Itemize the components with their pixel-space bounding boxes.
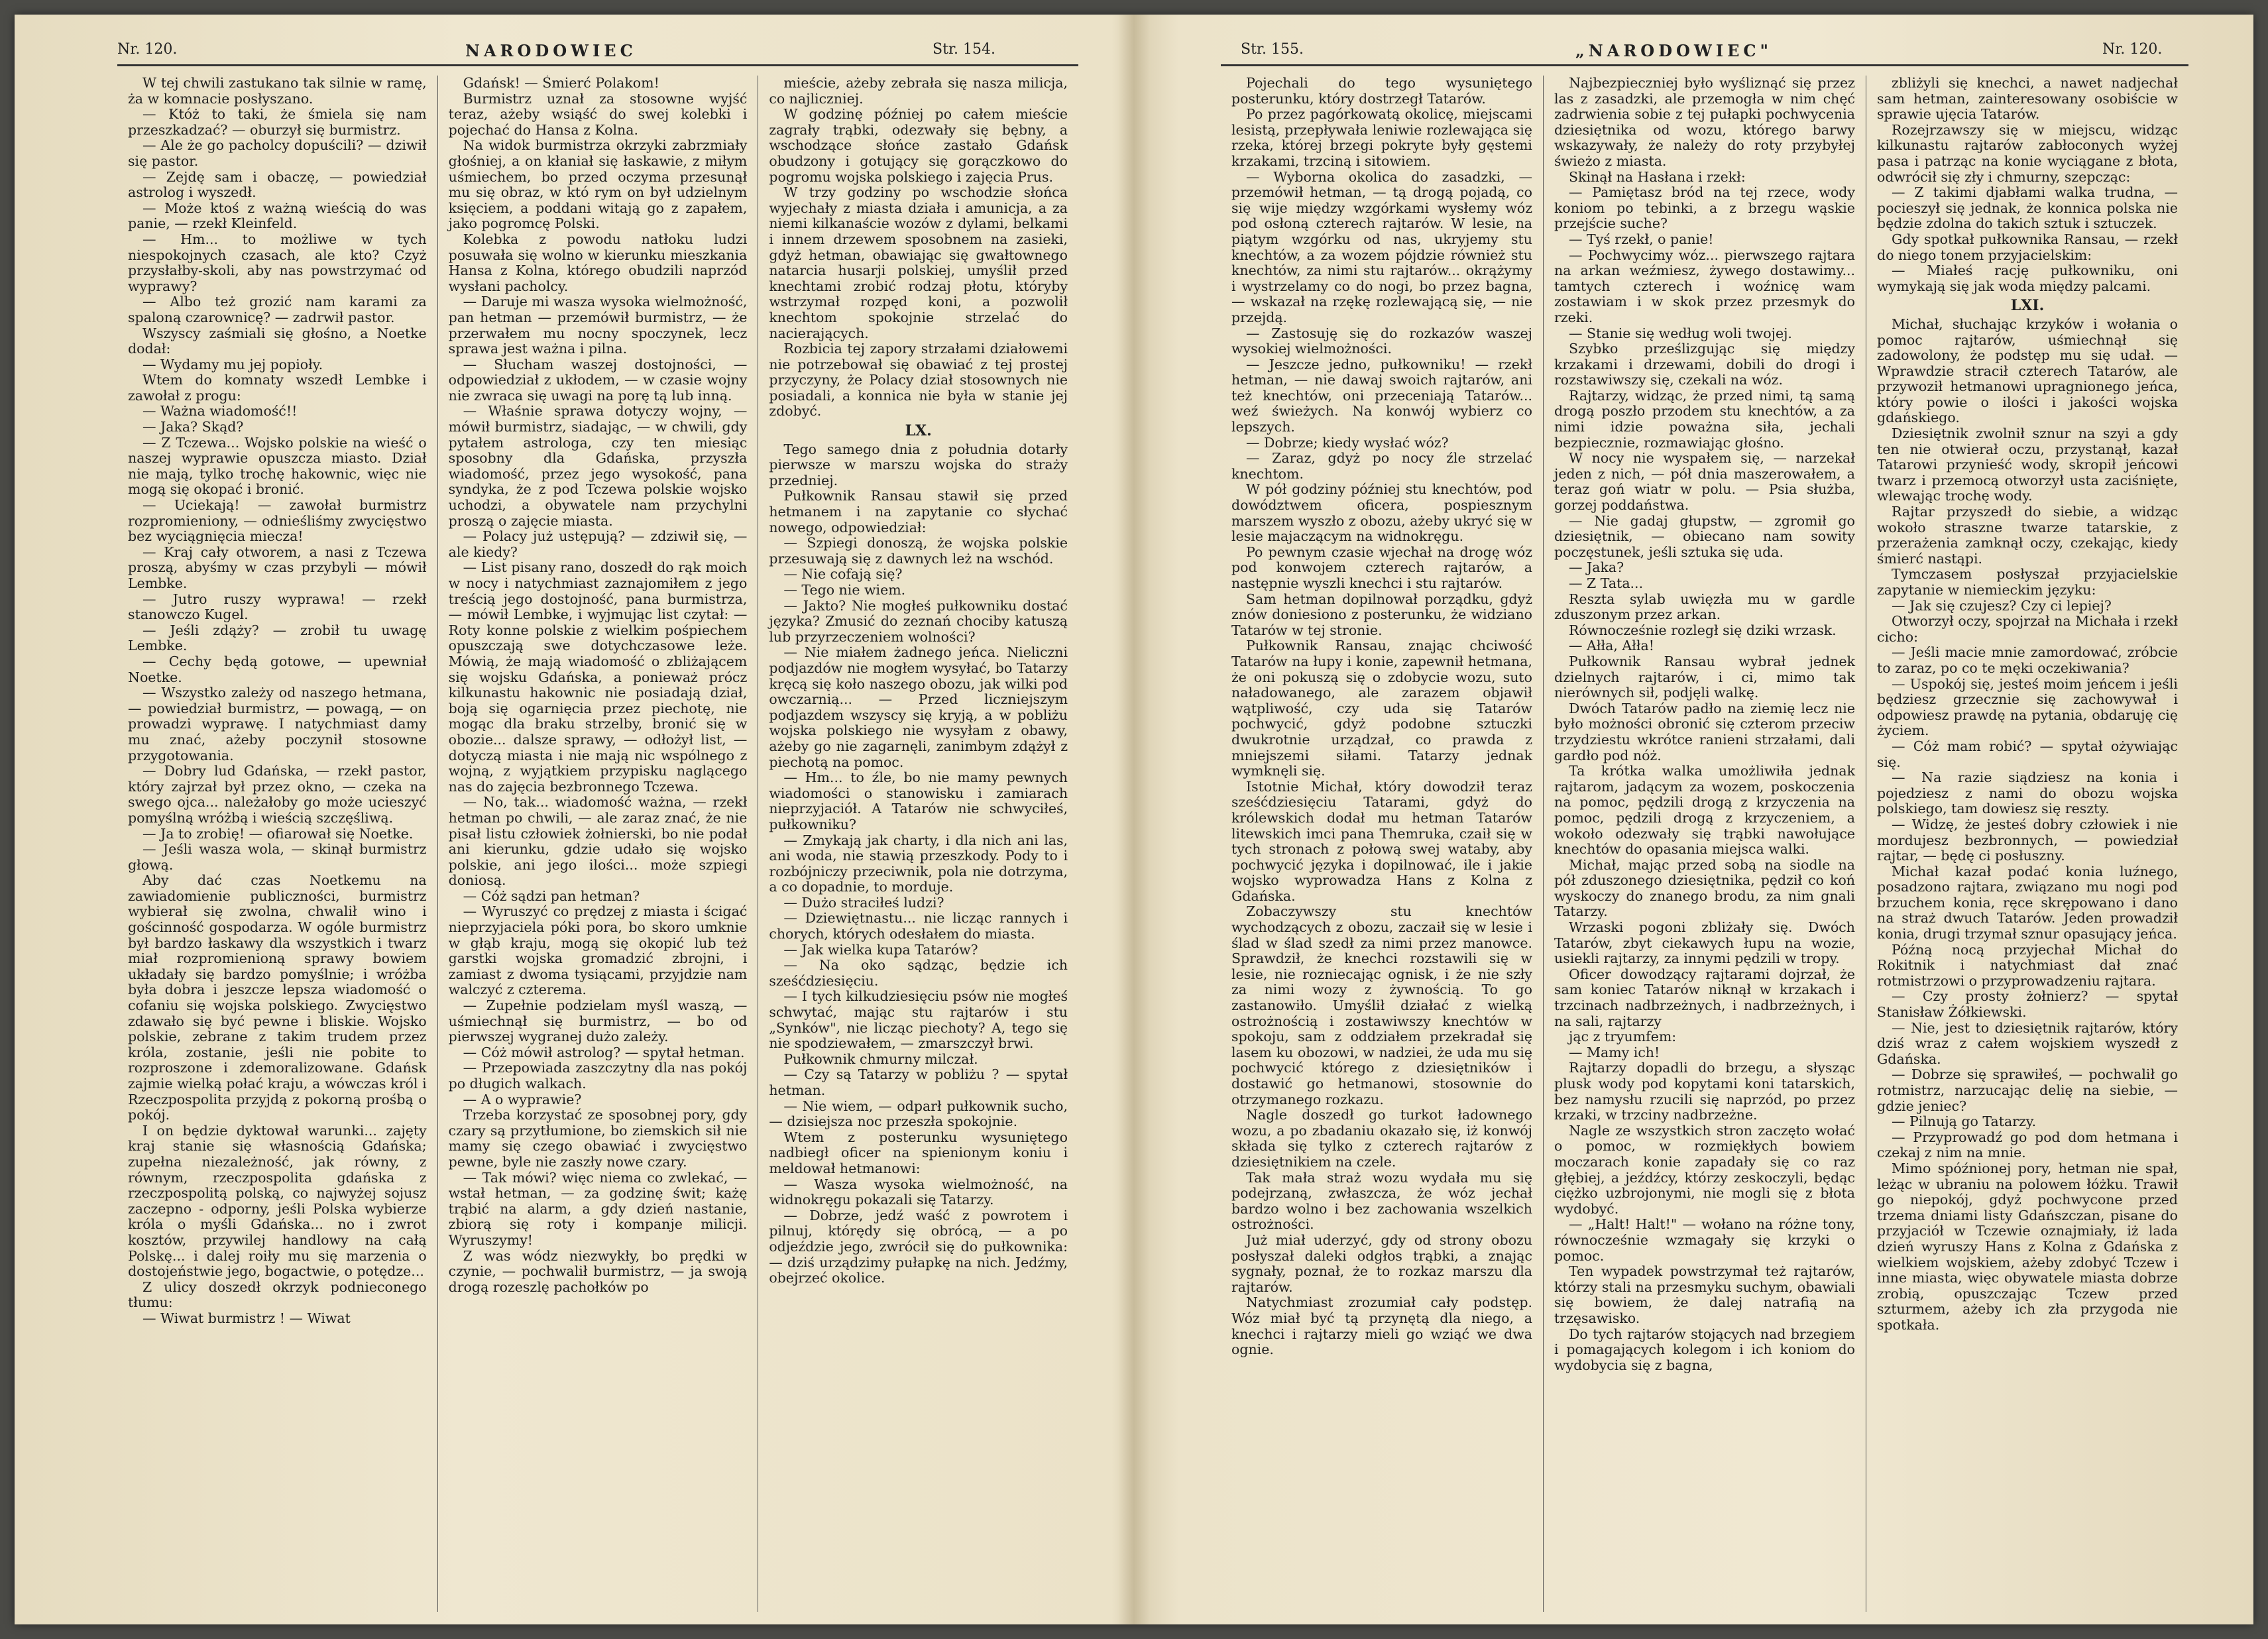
left-header-rule (117, 64, 1078, 66)
paragraph: — Uciekają! — zawołał burmistrz rozpromieniony, — odnieśliśmy zwycięstwo bez wyciągnięcia miecza! (128, 497, 427, 545)
paragraph: — Uspokój się, jesteś moim jeńcem i jeśli będziesz grzecznie się zachowywał i odpowiesz prawdę na pytania, obdaruję cię życiem. (1877, 675, 2178, 739)
paragraph: — Jaka? Skąd? (142, 419, 244, 435)
paragraph: Do tych rajtarów stojących nad brzegiem i pomagających kolegom i ich koniom do wydobycia się z bagna, (1554, 1326, 1855, 1373)
paragraph: Ta krótka walka umożliwiła jednak rajtarom, jadącym za wozem, poskoczenia na pomoc, pędzili drogą z krzyczenia na pomoc, pędzili drogą z krzyczeniem, a wokoło odezwały się trąbki nawołujące knechtów do opasania miejsca walki. (1554, 763, 1855, 858)
paragraph: Istotnie Michał, który dowodził teraz sześćdziesięciu Tatarami, gdyż do królewskich dodał mu hetman Tatarów litewskich imci pana Themruka, czaił się w tych stronach z połową swej wataby, aby pochwycić języka i dopilnować, ile i jakie wojsko wyprowadza Hans z Kolna z Gdańska. (1231, 778, 1532, 904)
paragraph: — Zmykają jak charty, i dla nich ani las, ani woda, nie stawią przeszkody. Pody to i rozbójniczy przeciwnik, pola nie dotrzyma, a co dopadnie, to morduje. (769, 832, 1068, 895)
paragraph: Pułkownik Ransau stawił się przed hetmanem i na zapytanie co słychać nowego, odpowiedział: (769, 488, 1068, 536)
paragraph: Rajtar przyszedł do siebie, a widząc wokoło straszne twarze tatarskie, z przerażenia zamknął oczy, czekając, kiedy śmierć nastąpi. (1877, 504, 2178, 567)
paragraph: Michał kazał podać konia luźnego, posadzono rajtara, związano mu nogi pod brzuchem konia, ręce skrępowano i dano na straż dwuch Tatarów. Jeden prowadził konia, drugi trzymał sznur opasujący jeńca. (1877, 863, 2178, 942)
paragraph: I on będzie dyktował warunki... zajęty kraj stanie się własnością Gdańska; zupełna niezależność, jak równy, z równym, rzeczpospolita gdańska z rzeczpospolitą polską, co najwyżej sojusz zaczepno - odporny, jeśli Polska wybierze króla o myśli Gdańska... no i zwrot kosztów, przywilej handlowy na całą Polskę... i dalej roiły mu się marzenia o dostojeństwie jego, bogactwie, o potędze... (128, 1122, 427, 1280)
paragraph: W tej chwili zastukano tak silnie w ramę, ża w komnacie posłyszano. (128, 76, 427, 107)
left-column-3 (758, 76, 1078, 1612)
paragraph: — Z Tczewa... Wojsko polskie na wieść o naszej wyprawie opuszcza miasto. Dział nie mają, tylko trochę hakownic, więc nie mogą się okopać i bronić. (128, 434, 427, 498)
paragraph: — Cóż sądzi pan hetman? (463, 887, 640, 904)
paragraph: — Ważna wiadomość!! (142, 403, 298, 420)
paragraph: — Wyborna okolica do zasadzki, — przemówił hetman, — tą drogą pojadą, co się wije między wzgórkami wysłemy wóz pod osłoną czterech rajtarów. W lesie, na piątym wzgórku od nas, ukryjemy stu knechtów, a za wozem pójdzie również stu knechtów, za nimi stu rajtarów... okrążymy i wystrzelamy co do nogi, bo przez bagna, — wskazał na rzękę rozlewającą się, — nie przejdą. (1231, 168, 1532, 325)
paragraph: — Dobry lud Gdańska, — rzekł pastor, który zajrzał był przez okno, — czeka na swego ojca... należałoby go może ucieszyć pomyślną wróżbą i wieścią szczęśliwą. (128, 763, 427, 826)
paragraph: W nocy nie wyspałem się, — narzekał jeden z nich, — pół dnia maszerowałem, a teraz goń wiatr w polu. — Psia służba, gorzej poddaństwa. (1554, 450, 1855, 514)
paragraph: Najbezpieczniej było wyśliznąć się przez las z zasadzki, ale przemogła w nim chęć zadrwienia sobie z tej pułapki pochwycenia dziesiętnika od wozu, którego barwy wskazywały, że należy do roty przybyłej świeżo z miasta. (1554, 76, 1855, 169)
paragraph: Dziesiętnik zwolnił sznur na szyi a gdy ten nie otwierał oczu, przystanął, kazał Tatarowi przynieść wody, skropił jeńcowi twarz i przemocą otworzył usta zaciśnięte, wlewając trochę wody. (1877, 425, 2178, 504)
paragraph: — Jaka? (1569, 559, 1624, 576)
paragraph: Nagle doszedł go turkot ładownego wozu, a po zbadaniu okazało się, iż konwój składa się tylko z czterech rajtarów z dziesiętnikiem na czele. (1231, 1107, 1532, 1170)
paragraph: Rozejrzawszy się w miejscu, widząc kilkunastu rajtarów zabłoconych wyżej pasa i patrząc na konie wyciągane z błota, odwrócił się zły i chmurny, szepcząc: (1877, 121, 2178, 185)
paragraph: Równocześnie rozległ się dziki wrzask. (1569, 622, 1837, 638)
paragraph: Z ulicy doszedł okrzyk podnieconego tłumu: (128, 1278, 427, 1311)
newspaper-spread (15, 15, 2253, 1624)
paragraph: — Miałeś rację pułkowniku, oni wymykają się jak woda między palcami. (1877, 262, 2178, 294)
paragraph: — Nie miałem żadnego jeńca. Nieliczni podjazdów nie mogłem wysyłać, bo Tatarzy kręcą się koło naszego obozu, jak wilki pod owczarnią... — Przed liczniejszym podjazdem wszyscy się kryją, a w pobliżu wojska polskiego nie wysyłam z obawy, ażeby go nie zagarnęli, zanimbym zdążył z piechotą na pomoc. (769, 644, 1068, 770)
paragraph: Natychmiast zrozumiał cały podstęp. Wóz miał być tą przynętą dla niego, a knechci i rajtarzy mieli go wziąć we dwa ognie. (1231, 1294, 1532, 1358)
paragraph: jąc z tryumfem: (1569, 1029, 1677, 1045)
paragraph: — Czy prosty żołnierz? — spytał Stanisław Żółkiewski. (1877, 988, 2178, 1021)
left-column-2 (438, 76, 759, 1612)
right-page (1221, 41, 2188, 1612)
paragraph: — Jeszcze jedno, pułkowniku! — rzekł hetman, — nie dawaj swoich rajtarów, ani też knechtów, oni przeceniają Tatarów... weź świeżych. Na konwój wybierz co lepszych. (1231, 356, 1532, 435)
paragraph: Rajtarzy dopadli do brzegu, a słysząc plusk wody pod kopytami koni tatarskich, bez namysłu rzucili się naprzód, po przez krzaki, w trzciny nadbrzeżne. (1554, 1060, 1855, 1123)
paragraph: — Cóż mówił astrolog? — spytał hetman. (463, 1044, 745, 1060)
paragraph: — Hm... to możliwe w tych niespokojnych czasach, ale kto? Czyż przysłałby-skoli, aby nas powstrzymać od wyprawy? (128, 231, 427, 294)
paragraph: Kolebka z powodu natłoku ludzi posuwała się wolno w kierunku mieszkania Hansa z Kolna, którego obudzili naprzód wysłani pacholcy. (448, 231, 748, 294)
paragraph: Gdy spotkał pułkownika Ransau, — rzekł do niego tonem przyjacielskim: (1877, 231, 2178, 263)
left-columns (117, 76, 1078, 1612)
right-columns (1221, 76, 2188, 1612)
paragraph: — Zastosuję się do rozkazów waszej wysokiej wielmożności. (1231, 325, 1532, 357)
paragraph: — Właśnie sprawa dotyczy wojny, — mówił burmistrz, siadając, — w chwili, gdy pytałem astrologa, czy ten miesiąc sposobny dla Gdańska, przyszła wiadomość, przez jego wysokość, pana syndyka, że z pod Tczewa polskie wojsko uchodzi, a obywatele nam przychylni proszą o zajęcie miasta. (448, 403, 748, 529)
paragraph: — Kraj cały otworem, a nasi z Tczewa proszą, abyśmy w czas przybyli — mówił Lembke. (128, 543, 427, 591)
paragraph: Otworzył oczy, spojrzał na Michała i rzekł cicho: (1877, 613, 2178, 645)
paragraph: Dwóch Tatarów padło na ziemię lecz nie było możności obronić się czterom przeciw trzydziestu wkrótce ranieni strzałami, dali gardło pod nóż. (1554, 700, 1855, 763)
paragraph: — Pochwycimy wóz... pierwszego rajtara na arkan weźmiesz, żywego dostawimy... tamtych czterech i woźnicę wam zostawiam i w skok przez przesmyk do rzeki. (1554, 247, 1855, 325)
right-header-rule (1221, 64, 2188, 66)
paragraph: — Jeśli wasza wola, — skinął burmistrz głową. (128, 841, 427, 873)
paragraph: — Jakto? Nie mogłeś pułkowniku dostać języka? Zmusić do zeznań chociby katuszą lub przyrzeczeniem wolności? (769, 597, 1068, 645)
paragraph: Mimo spóźnionej pory, hetman nie spał, leżąc w ubraniu na polowem łóżku. Trawił go niepokój, gdyż pochwycone przed trzema dniami listy Gdańszczan, pisane do przyjaciół w Tczewie oznajmiały, iż lada dzień wyruszy Hans z Kolna z Gdańska z wielkiem wojskiem, ażeby zdobyć Tczew i inne miasta, więc obywatele miasta dobrze zrobią, opuszczając Tczew przed szturmem, ażeby ich zła przygoda nie spotkała. (1877, 1160, 2178, 1333)
paragraph: — Nie, jest to dziesiętnik rajtarów, który dziś wraz z całem wojskiem wyszedł z Gdańska. (1877, 1019, 2178, 1067)
left-masthead-title: NARODOWIEC (465, 41, 637, 60)
paragraph: Michał, słuchając krzyków i wołania o pomoc rajtarów, uśmiechnął się zadowolony, że podstęp mu się udał. — Wprawdzie stracił czterech Tatarów, ale przywoził hetmanowi upragnionego jeńca, który powie o ilości i jakości wojska gdańskiego. (1877, 315, 2178, 426)
paragraph: Michał, mając przed sobą na siodle na pół zduszonego dziesiętnika, pędził co koń wyskoczy do znanego brodu, za nim gnali Tatarzy. (1554, 856, 1855, 920)
paragraph: — Dobrze, jedź waść z powrotem i pilnuj, którędy się obrócą, — a po odjeździe jego, zwrócił się do pułkownika: — dziś urządzimy pułapkę na nich. Jedźmy, obejrzeć okolice. (769, 1207, 1068, 1286)
paragraph: — Jak się czujesz? Czy ci lepiej? (1892, 597, 2112, 614)
paragraph: — Jak wielka kupa Tatarów? (783, 941, 978, 958)
paragraph: — Albo też grozić nam karami za spaloną czarownicę? — zadrwił pastor. (128, 294, 427, 325)
paragraph: Tymczasem posłyszał przyjacielskie zapytanie w niemieckim języku: (1877, 566, 2178, 598)
paragraph: — Dziewiętnastu... nie licząc rannych i chorych, których odesłałem do miasta. (769, 910, 1068, 942)
paragraph: Zobaczywszy stu knechtów wychodzących z obozu, zaczaił się w lesie i ślad w ślad szedł za nimi przez manowce. Sprawdził, że knechci rozstawili się w lesie, nie rozniecając ognisk, i że nie szły za nimi wozy z żywnością. To go zastanowiło. Umyślił działać z wielką ostrożnością i zostawiwszy knechtów w spokoju, sam z oddziałem przekradał się lasem ku obozowi, w nadziei, że uda mu się pochwycić którego z dziesiętników i dostawić go hetmanowi, stosownie do otrzymanego rozkazu. (1231, 903, 1532, 1107)
paragraph: Pułkownik Ransau wybrał jednek dzielnych rajtarów, i ci, mimo tak nierównych sił, podjęli walkę. (1554, 653, 1855, 701)
paragraph: W trzy godziny po wschodzie słońca wyjechały z miasta działa i amunicja, a za niemi kilkanaście wozów z dylami, belkami i innem drzewem sposobnem na zasieki, gdyż hetman, obawiając się gwałtownego natarcia husarji polskiej, umyślił przed knechtami zrobić rodzaj płotu, któryby wstrzymał rozpęd koni, a pozwolił knechtom spokojnie strzelać do nacierających. (769, 184, 1068, 341)
paragraph: — Nie wiem, — odparł pułkownik sucho, — dzisiejsza noc przeszła spokojnie. (769, 1098, 1068, 1130)
paragraph: — Z Tata... (1569, 575, 1644, 591)
paragraph: — Tak mówi? więc niema co zwlekać, — wstał hetman, — za godzinę świt; każę trąbić na alarm, a gdy dzień nastanie, zbiorą się roty i kompanje milicji. Wyruszymy! (448, 1169, 748, 1248)
paragraph: Wtem do komnaty wszedł Lembke i zawołał z progu: (128, 372, 427, 404)
paragraph: Oficer dowodzący rajtarami dojrzał, że sam koniec Tatarów niknął w krzakach i trzcinach nadbrzeżnych, i nadbrzeżnych, i na sali, rajtarzy (1554, 966, 1855, 1029)
left-issue-number: Nr. 120. (117, 41, 178, 58)
right-page-header (1221, 36, 2188, 62)
paragraph: Reszta sylab uwięzła mu w gardle zduszonym przez arkan. (1554, 591, 1855, 623)
paragraph: Tak mała straż wozu wydała mu się podejrzaną, zwłaszcza, że wóz jechał bardzo wolno i bez zachowania wszelkich ostrożności. (1231, 1169, 1532, 1233)
paragraph: — Przyprowadź go pod dom hetmana i czekaj z nim na mnie. (1877, 1129, 2178, 1161)
paragraph: — Dobrze się sprawiłeś, — pochwalił go rotmistrz, narzucając delię na siebie, — gdzie jeniec? (1877, 1066, 2178, 1114)
paragraph: Pułkownik chmurny milczał. (783, 1050, 978, 1067)
paragraph: Aby dać czas Noetkemu na zawiadomienie publiczności, burmistrz wybierał się zwolna, chwalił wino i gościnność gospodarza. W ogóle burmistrz był bardzo łaskawy dla wszystkich i twarz miał rozpromienioną sprawy bowiem układały się bardzo pomyślnie; i wróżba była dobra i jeszcze lepsza wiadomość o cofaniu się wojska polskiego. Zwycięstwo zdawało się być pewne i bliskie. Wojsko polskie, zebrane z takim trudem przez króla, zostanie, jeśli nie pobite to rozproszone i zdemoralizowane. Gdańsk zajmie wielką połać kraju, a wówczas król i Rzeczpospolita przyjdą z pokorną prośbą o pokój. (128, 872, 427, 1123)
right-masthead-title: „NARODOWIEC" (1575, 41, 1773, 60)
right-page-number: Str. 155. (1241, 41, 1304, 58)
paragraph: — Pamiętasz bród na tej rzece, wody koniom po tebinki, a z brzegu wąskie przejście suche? (1554, 184, 1855, 232)
paragraph: — Jutro ruszy wyprawa! — rzekł stanowczo Kugel. (128, 591, 427, 623)
paragraph: Po przez pagórkowatą okolicę, miejscami lesistą, przepływała leniwie rozlewająca się rzeka, której brzegi pokryte były gęstemi krzakami, trzciną i sitowiem. (1231, 106, 1532, 169)
paragraph: Ten wypadek powstrzymał też rajtarów, którzy stali na przesmyku suchym, obawiali się bowiem, że dalej natrafią na trzęsawisko. (1554, 1263, 1855, 1326)
paragraph: Rozbicia tej zapory strzałami działowemi nie potrzebował się obawiać z tej prostej przyczyny, że Polacy dział stosownych nie posiadali, a konnica nie była w stanie jej zdobyć. (769, 341, 1068, 420)
paragraph: — No, tak... wiadomość ważna, — rzekł hetman po chwili, — ale zaraz znać, że nie pisał listu człowiek żołnierski, bo nie podał ani kierunku, gdzie udało się wojsko polskie, ani jego ilości... może szpiegi doniosą. (448, 794, 748, 889)
paragraph: — Ale że go pacholcy dopuścili? — dziwił się pastor. (128, 137, 427, 169)
paragraph: — Zejdę sam i obaczę, — powiedział astrolog i wyszedł. (128, 168, 427, 201)
center-fold (1118, 15, 1150, 1624)
paragraph: — Wiwat burmistrz ! — Wiwat (142, 1310, 351, 1326)
paragraph: Już miał uderzyć, gdy od strony obozu posłyszał daleki odgłos trąbki, a znając sygnały, poznał, że to rozkaz marszu dla rajtarów. (1231, 1231, 1532, 1295)
paragraph: Sam hetman dopilnował porządku, gdyż znów doniesiono z posterunku, że widziano Tatarów w tej stronie. (1231, 591, 1532, 638)
paragraph: — Ałła, Ałła! (1569, 638, 1654, 654)
paragraph: — Daruje mi wasza wysoka wielmożność, pan hetman — przemówił burmistrz, — że przerwałem mu nocny spoczynek, lecz sprawa jest ważna i pilna. (448, 294, 748, 357)
right-column-2 (1544, 76, 1866, 1612)
paragraph: W pół godziny później stu knechtów, pod dowództwem oficera, pospiesznym marszem wyszło z obozu, ażeby ukryć się w lesie majaczącym na widnokręgu. (1231, 481, 1532, 545)
paragraph: Pojechali do tego wysuniętego posterunku, który dostrzegł Tatarów. (1231, 76, 1532, 107)
paragraph: — Wydamy mu jej popioły. (142, 356, 323, 372)
paragraph: — Jeśli macie mnie zamordować, zróbcie to zaraz, po co te męki oczekiwania? (1877, 644, 2178, 676)
paragraph: Nagle ze wszystkich stron zaczęto wołać o pomoc, w rozmiękłych bowiem moczarach konie zapadały się co raz głębiej, a jeźdźcy, którzy zeskoczyli, będąc ciężko uzbrojonymi, nie mogli się z błota wydobyć. (1554, 1122, 1855, 1217)
paragraph: Na widok burmistrza okrzyki zabrzmiały głośniej, a on kłaniał się łaskawie, z miłym uśmiechem, bo przed oczyma przesunął mu się obraz, w któ rym on był udzielnym księciem, a poddani witają go z zapałem, jako pogromcę Polski. (448, 137, 748, 232)
right-column-1 (1221, 76, 1544, 1612)
paragraph: — Wszystko zależy od naszego hetmana, — powiedział burmistrz, — powagą, — on prowadzi wyprawę. I natychmiast damy mu znać, ażeby poczynił stosowne przygotowania. (128, 685, 427, 763)
paragraph: Późną nocą przyjechał Michał do Rokitnik i natychmiast dał znać rotmistrzowi o przyprowadzeniu rajtara. (1877, 941, 2178, 989)
paragraph: — Tego nie wiem. (783, 582, 906, 598)
right-issue-number: Nr. 120. (2102, 41, 2163, 58)
paragraph: — Szpiegi donoszą, że wojska polskie przesuwają się z dawnych leż na wschód. (769, 535, 1068, 567)
paragraph: — Któż to taki, że śmiela się nam przeszkadzać? — oburzył się burmistrz. (128, 106, 427, 138)
paragraph: Skinął na Hasłana i rzekł: (1569, 168, 1746, 185)
paragraph: Po pewnym czasie wjechał na drogę wóz pod konwojem czterech rajtarów, a następnie wyszli knechci i stu rajtarów. (1231, 543, 1532, 591)
paragraph: W godzinę później po całem mieście zagrały trąbki, odezwały się bębny, a wschodzące słońce zastało Gdańsk obudzony i gotujący się gorączkowo do pogromu wojska polskiego i zajęcia Prus. (769, 106, 1068, 185)
paragraph: Z was wódz niezwykły, bo prędki w czynie, — pochwalił burmistrz, — ja swoją drogą rozeszlę pachołków po (448, 1247, 748, 1295)
paragraph: Burmistrz uznał za stosowne wyjść teraz, ażeby wsiąść do swej kolebki i pojechać do Hansa z Kolna. (448, 90, 748, 138)
paragraph: — Na oko sądząc, będzie ich sześćdziesięciu. (769, 957, 1068, 989)
paragraph: — Wasza wysoka wielmożność, na widnokręgu pokazali się Tatarzy. (769, 1176, 1068, 1208)
paragraph: — Dobrze; kiedy wysłać wóz? (1246, 434, 1449, 451)
paragraph: Wrzaski pogoni zbliżały się. Dwóch Tatarów, zbyt ciekawych łupu na wozie, usiekli rajtarzy, za innymi pędzili w tropy. (1554, 919, 1855, 967)
paragraph: — Polacy już ustępują? — zdziwił się, — ale kiedy? (448, 528, 748, 560)
paragraph: Trzeba korzystać ze sposobnej pory, gdy czary są przytłumione, bo ziemskich sił nie mamy się czego obawiać i zwycięstwo pewne, byle nie zaszły nowe czary. (448, 1107, 748, 1170)
paragraph: — Przepowiada zaszczytny dla nas pokój po długich walkach. (448, 1060, 748, 1092)
paragraph: — Widzę, że jesteś dobry człowiek i nie mordujesz bezbronnych, — powiedział rajtar, — będę ci posłuszny. (1877, 816, 2178, 864)
paragraph: Gdańsk! — Śmierć Polakom! (463, 76, 659, 91)
paragraph: — Mamy ich! (1569, 1044, 1660, 1060)
paragraph: Rajtarzy, widząc, że przed nimi, tą samą drogą poszło przodem stu knechtów, a za nimi idzie poważna siła, jechali bezpiecznie, rozmawiając głośno. (1554, 387, 1855, 451)
left-page-header (117, 36, 1078, 62)
paragraph: — A o wyprawie? (463, 1091, 582, 1107)
paragraph: — Jeśli zdąży? — zrobił tu uwagę Lembke. (128, 622, 427, 654)
left-page (117, 41, 1078, 1612)
left-page-number: Str. 154. (933, 41, 995, 58)
paragraph: Wtem z posterunku wysuniętego nadbiegł oficer na spienionym koniu i meldował hetmanowi: (769, 1129, 1068, 1176)
paragraph: — I tych kilkudziesięciu psów nie mogłeś schwytać, mając stu rajtarów i stu „Synków", nie licząc piechoty? A, tego się nie spodziewałem, — zmarszczył brwi. (769, 988, 1068, 1052)
chapter-heading: LXI. (2010, 297, 2045, 315)
paragraph: — Cechy będą gotowe, — upewniał Noetke. (128, 653, 427, 685)
left-column-1 (117, 76, 438, 1612)
paragraph: — Dużo straciłeś ludzi? (783, 894, 944, 911)
chapter-heading: LX. (905, 422, 932, 440)
paragraph: Szybko prześlizgując się między krzakami i drzewami, dobili do drogi i rozstawiwszy się, czekali na wóz. (1554, 341, 1855, 388)
paragraph: — „Halt! Halt!" — wołano na różne tony, równocześnie wzmagały się krzyki o pomoc. (1554, 1216, 1855, 1264)
paragraph: — Czy są Tatarzy w pobliżu ? — spytał hetman. (769, 1066, 1068, 1098)
paragraph: Pułkownik Ransau, znając chciwość Tatarów na łupy i konie, zapewnił hetmana, że oni pokuszą się o zdobycie wozu, suto naładowanego, ale zarazem objawił wątpliwość, czy uda się Tatarów pochwycić, gdyż podobne sztuczki dwukrotnie urządzał, co prawda z mniejszemi siłami. Tatarzy jednak wymknęli się. (1231, 638, 1532, 779)
paragraph: — Słucham waszej dostojności, — odpowiedział z ukłodem, — w czasie wojny nie zwraca się uwagi na porę tą lub inną. (448, 356, 748, 404)
paragraph: — Pilnują go Tatarzy. (1892, 1113, 2037, 1130)
paragraph: — Hm... to źle, bo nie mamy pewnych wiadomości o stanowisku i zamiarach nieprzyjaciół. A Tatarów nie schwyciłeś, pułkowniku? (769, 769, 1068, 832)
paragraph: mieście, ażeby zebrała się nasza milicja, co najliczniej. (769, 76, 1068, 107)
paragraph: Wszyscy zaśmiali się głośno, a Noetke dodał: (128, 325, 427, 357)
paragraph: — Ja to zrobię! — ofiarował się Noetke. (142, 825, 414, 842)
paragraph: — Nie gadaj głupstw, — zgromił go dziesiętnik, — obiecano nam sowity poczęstunek, jeśli sztuka się uda. (1554, 512, 1855, 560)
paragraph: — Może ktoś z ważną wieścią do was panie, — rzekł Kleinfeld. (128, 199, 427, 232)
paragraph: — Tyś rzekł, o panie! (1569, 231, 1714, 247)
paragraph: — Cóż mam robić? — spytał ożywiając się. (1877, 738, 2178, 770)
paragraph: zbliżyli się knechci, a nawet nadjechał sam hetman, zainteresowany osobiście w sprawie ujęcia Tatarów. (1877, 76, 2178, 123)
paragraph: Tego samego dnia z południa dotarły pierwsze w marszu wojska do straży przedniej. (769, 441, 1068, 488)
paragraph: — Z takimi djabłami walka trudna, — pocieszył się jednak, że konnica polska nie będzie zdolna do takich sztuk i sztuczek. (1877, 184, 2178, 232)
paragraph: — Zaraz, gdyż po nocy źle strzelać knechtom. (1231, 450, 1532, 482)
paragraph: — Nie cofają się? (783, 566, 903, 583)
paragraph: — Wyruszyć co prędzej z miasta i ścigać nieprzyjaciela póki pora, bo skoro umknie w głąb kraju, mogą się okopić lub też garstki wojska gromadzić zbrojni, i zamiast z dwoma tysiącami, przyjdzie nam walczyć z czterema. (448, 903, 748, 998)
paragraph: — List pisany rano, doszedł do rąk moich w nocy i natychmiast zaznajomiłem z jego treścią jego dostojność, pana burmistrza, — mówił Lembke, i wyjmując list czytał: — Roty konne polskie z wielkim pośpiechem opuszczają swe dotychczasowe leże. Mówią, że mają wiadomość o zbliżającem się wojsku Gdańska, a ponieważ prócz kilkunastu hakownic nie posiadają dział, boją się ogarnięcia przez piechotę, nie mogąc dla braku strzelby, bronić się w obozie... dalsze sprawy, — odłożył list, — dotyczą miasta i nie mają nic wspólnego z wojną, z wyjątkiem przypisku naglącego nas do zajęcia bezbronnego Tczewa. (448, 559, 748, 795)
right-column-3 (1866, 76, 2188, 1612)
paragraph: — Zupełnie podzielam myśl waszą, — uśmiechnął się burmistrz, — bo od pierwszej wygranej dużo zależy. (448, 997, 748, 1045)
paragraph: — Stanie się według woli twojej. (1569, 325, 1792, 341)
paragraph: — Na razie siądziesz na konia i pojedziesz z nami do obozu wojska polskiego, tam dowiesz się reszty. (1877, 769, 2178, 817)
